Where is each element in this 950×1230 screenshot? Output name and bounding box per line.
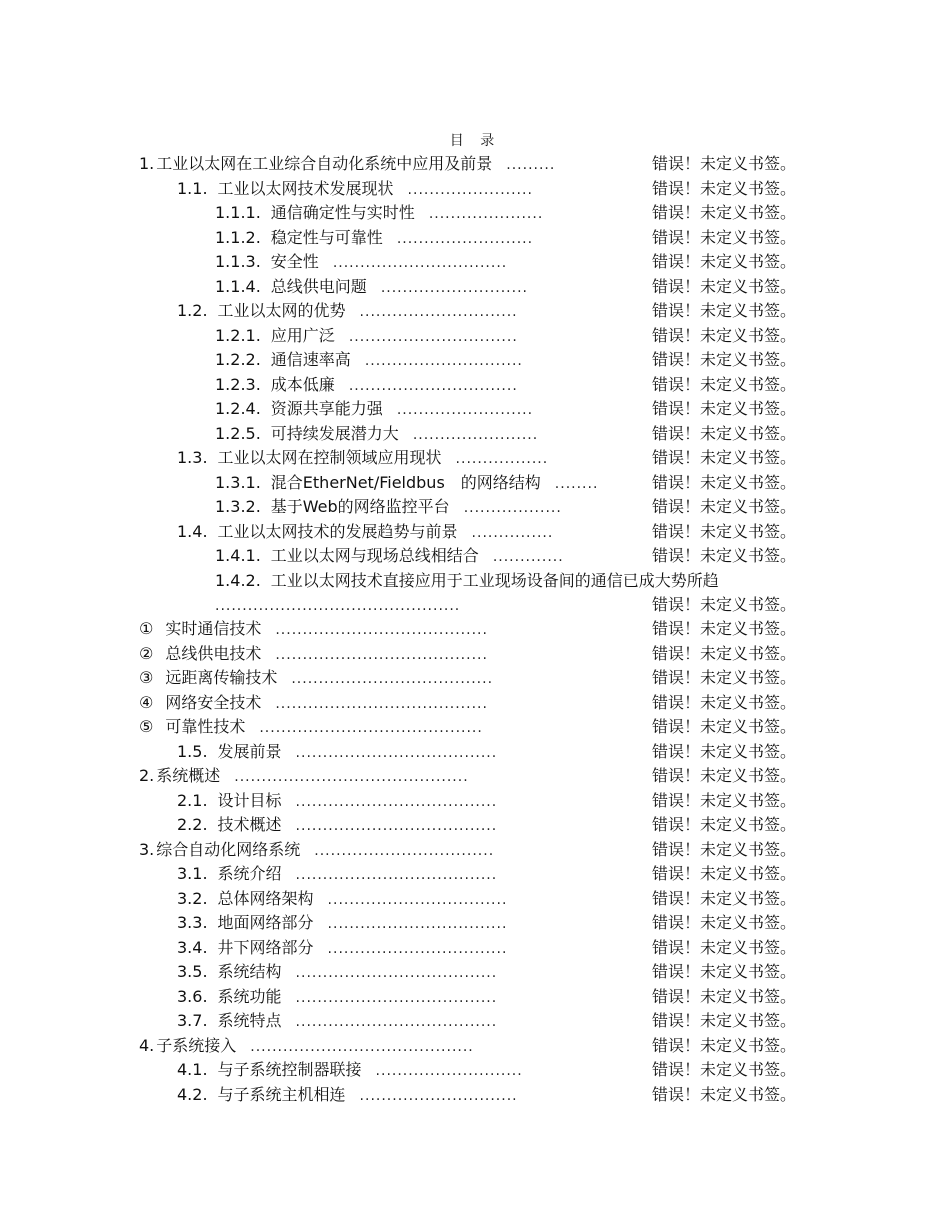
toc-dot-leader: ..................................... xyxy=(295,818,498,834)
toc-entry-title: 系统介绍 xyxy=(217,864,282,883)
toc-entry-number: 1.4.2. xyxy=(215,570,261,590)
toc-entry[interactable] xyxy=(0,250,950,275)
toc-entry[interactable] xyxy=(0,422,950,447)
toc-entry-title: 基于Web的网络监控平台 xyxy=(270,497,450,516)
toc-entry-title: 地面网络部分 xyxy=(217,913,314,932)
toc-entry[interactable] xyxy=(0,373,950,398)
toc-entry-number: 1.1.4. xyxy=(215,276,261,296)
toc-entry-title: 可持续发展潜力大 xyxy=(270,423,399,443)
toc-page-reference: 错误！未定义书签。 xyxy=(652,595,797,614)
toc-entry[interactable] xyxy=(0,1009,950,1034)
toc-entry[interactable] xyxy=(0,471,950,496)
toc-entry[interactable] xyxy=(0,691,950,716)
toc-entry-title: 远距离传输技术 xyxy=(165,668,278,687)
toc-page-reference: 错误！未定义书签。 xyxy=(652,301,797,320)
toc-entry[interactable] xyxy=(0,177,950,202)
toc-page-reference: 错误！未定义书签。 xyxy=(652,546,797,565)
toc-dot-leader: ........................... xyxy=(375,1063,523,1079)
toc-entry-title: 系统特点 xyxy=(217,1011,282,1030)
toc-entry-title: 综合自动化网络系统 xyxy=(156,839,301,859)
toc-dot-leader: ................................ xyxy=(332,255,508,271)
toc-page-reference: 错误！未定义书签。 xyxy=(652,497,797,516)
toc-dot-leader: ......................... xyxy=(396,230,534,247)
toc-entry-number: 3.7. xyxy=(177,1011,208,1030)
toc-entry[interactable] xyxy=(0,544,950,569)
toc-entry-number: 1.2.3. xyxy=(215,374,261,394)
toc-entry-title: 总线供电技术 xyxy=(165,643,262,663)
toc-entry-title: 工业以太网的优势 xyxy=(217,301,346,320)
toc-entry-number: ③ xyxy=(139,668,154,687)
toc-entry-number: 1.1. xyxy=(177,178,208,198)
toc-entry-title: 通信速率高 xyxy=(270,350,351,369)
toc-entry-number: 1.4.1. xyxy=(215,546,261,565)
toc-entry-number: 1.2.5. xyxy=(215,423,261,443)
toc-entry-title: 工业以太网技术直接应用于工业现场设备间的通信已成大势所趋 xyxy=(270,570,719,590)
toc-entry-number: 1.2.2. xyxy=(215,350,261,369)
toc-entry-number: 4.2. xyxy=(177,1084,208,1104)
toc-page-reference: 错误！未定义书签。 xyxy=(652,766,797,785)
toc-entry[interactable] xyxy=(0,960,950,985)
toc-entry-number: 1.5. xyxy=(177,741,208,761)
toc-entry[interactable] xyxy=(0,764,950,789)
toc-entry-number: 1.1.2. xyxy=(215,227,261,247)
toc-entry[interactable] xyxy=(0,813,950,838)
toc-dot-leader: ............................... xyxy=(348,328,518,345)
toc-entry[interactable] xyxy=(0,985,950,1010)
toc-entry-number: 3.6. xyxy=(177,986,208,1006)
toc-page-reference: 错误！未定义书签。 xyxy=(652,741,797,761)
toc-dot-leader: ................................. xyxy=(327,891,508,908)
toc-entry-number: ④ xyxy=(139,692,154,712)
toc-entry[interactable] xyxy=(0,569,950,594)
toc-entry-title: 工业以太网在控制领域应用现状 xyxy=(217,448,442,467)
toc-entry[interactable] xyxy=(0,275,950,300)
toc-entry-title: 总体网络架构 xyxy=(217,888,314,908)
toc-entry-title: 工业以太网技术的发展趋势与前景 xyxy=(217,521,458,541)
toc-entry[interactable] xyxy=(0,397,950,422)
toc-dot-leader: ..................................... xyxy=(295,1014,498,1030)
toc-entry[interactable] xyxy=(0,348,950,373)
toc-dot-leader: ....................................... xyxy=(275,695,488,712)
toc-entry-title: 可靠性技术 xyxy=(165,717,246,736)
toc-entry[interactable] xyxy=(0,838,950,863)
toc-dot-leader: ............................... xyxy=(348,377,518,394)
toc-dot-leader: ....................................... xyxy=(275,622,488,638)
toc-dot-leader: ............... xyxy=(471,524,554,541)
toc-entry-number: 1.2.4. xyxy=(215,399,261,418)
toc-dot-leader: ..................................... xyxy=(295,965,498,981)
toc-page-reference: 错误！未定义书签。 xyxy=(652,154,797,173)
toc-entry[interactable] xyxy=(0,715,950,740)
toc-entry-number: 2. xyxy=(139,766,155,785)
toc-entry[interactable] xyxy=(0,201,950,226)
toc-entry-number: 4. xyxy=(139,1035,155,1055)
toc-page-reference: 错误！未定义书签。 xyxy=(652,178,797,198)
toc-dot-leader: ............................................. xyxy=(215,598,461,614)
toc-dot-leader: ................................. xyxy=(314,842,495,859)
toc-entry-title: 发展前景 xyxy=(217,741,282,761)
toc-entry-number: 3.3. xyxy=(177,913,208,932)
toc-page-reference: 错误！未定义书签。 xyxy=(652,350,797,369)
toc-entry-title: 资源共享能力强 xyxy=(270,399,383,418)
toc-entry[interactable] xyxy=(0,299,950,324)
toc-entry-number: 1. xyxy=(139,154,155,173)
toc-page-reference: 错误！未定义书签。 xyxy=(652,227,797,247)
toc-dot-leader: ........................................... xyxy=(234,769,469,785)
toc-dot-leader: ......................................... xyxy=(259,720,483,736)
toc-page-reference: 错误！未定义书签。 xyxy=(652,1084,797,1104)
toc-entry-title: 工业以太网在工业综合自动化系统中应用及前景 xyxy=(156,154,493,173)
toc-entry[interactable] xyxy=(0,520,950,545)
toc-entry-title: 子系统接入 xyxy=(156,1035,237,1055)
toc-dot-leader: ....................... xyxy=(407,181,533,198)
toc-entry[interactable] xyxy=(0,617,950,642)
toc-dot-leader: ....................................... xyxy=(275,646,488,663)
toc-page-reference: 错误！未定义书签。 xyxy=(652,1011,797,1030)
toc-page-reference: 错误！未定义书签。 xyxy=(652,521,797,541)
toc-dot-leader: ................................. xyxy=(327,940,508,957)
toc-dot-leader: ......................... xyxy=(396,402,534,418)
toc-entry-number: 1.1.3. xyxy=(215,252,261,271)
toc-entry[interactable] xyxy=(0,324,950,349)
toc-dot-leader: ....................... xyxy=(412,426,539,443)
toc-entry-number: 1.3.1. xyxy=(215,472,261,492)
toc-dot-leader: ..................................... xyxy=(295,744,498,761)
toc-entry-title: 设计目标 xyxy=(217,790,282,810)
toc-entry-number: 3.1. xyxy=(177,864,208,883)
toc-dot-leader: ........ xyxy=(554,475,599,492)
toc-entry-number: 1.3. xyxy=(177,448,208,467)
toc-entry-title: 实时通信技术 xyxy=(165,619,262,638)
toc-entry[interactable] xyxy=(0,911,950,936)
toc-entry-number: 1.1.1. xyxy=(215,203,261,222)
toc-entry-title: 工业以太网技术发展现状 xyxy=(217,178,394,198)
toc-page-reference: 错误！未定义书签。 xyxy=(652,962,797,981)
toc-page-reference: 错误！未定义书签。 xyxy=(652,619,797,638)
toc-entry-number: 1.2.1. xyxy=(215,325,261,345)
toc-page-reference: 错误！未定义书签。 xyxy=(652,374,797,394)
toc-page-reference: 错误！未定义书签。 xyxy=(652,399,797,418)
toc-dot-leader: ................................. xyxy=(327,916,508,932)
toc-entry-number: 3.5. xyxy=(177,962,208,981)
toc-dot-leader: ..................... xyxy=(428,206,544,222)
toc-entry[interactable] xyxy=(0,642,950,667)
toc-entry[interactable] xyxy=(0,789,950,814)
toc-entry-number: 1.4. xyxy=(177,521,208,541)
toc-page-reference: 错误！未定义书签。 xyxy=(652,692,797,712)
toc-entry-title: 系统结构 xyxy=(217,962,282,981)
toc-page-reference: 错误！未定义书签。 xyxy=(652,448,797,467)
toc-entry-title: 混合EtherNet/Fieldbus 的网络结构 xyxy=(270,472,541,492)
toc-entry[interactable] xyxy=(0,446,950,471)
toc-dot-leader: ..................................... xyxy=(291,671,494,687)
toc-page-reference: 错误！未定义书签。 xyxy=(652,325,797,345)
toc-entry-title: 安全性 xyxy=(270,252,319,271)
toc-page-reference: 错误！未定义书签。 xyxy=(652,203,797,222)
toc-page-reference: 错误！未定义书签。 xyxy=(652,986,797,1006)
toc-entry-number: ② xyxy=(139,643,154,663)
toc-entry[interactable] xyxy=(0,495,950,520)
toc-entry-title: 工业以太网与现场总线相结合 xyxy=(270,546,479,565)
toc-entry-number: 2.1. xyxy=(177,790,208,810)
toc-entry-title: 总线供电问题 xyxy=(270,276,367,296)
toc-entry-title: 技术概述 xyxy=(217,815,282,834)
toc-entry-number: 4.1. xyxy=(177,1060,208,1079)
toc-dot-leader: ............................. xyxy=(359,304,518,320)
toc-entry-title: 成本低廉 xyxy=(270,374,335,394)
toc-entry-title: 系统功能 xyxy=(217,986,282,1006)
toc-page-reference: 错误！未定义书签。 xyxy=(652,717,797,736)
toc-entry[interactable] xyxy=(0,1034,950,1059)
toc-dot-leader: ......... xyxy=(506,157,556,173)
toc-entry[interactable] xyxy=(0,1058,950,1083)
toc-dot-leader: ..................................... xyxy=(295,867,498,883)
toc-entry[interactable] xyxy=(0,936,950,961)
toc-page-reference: 错误！未定义书签。 xyxy=(652,472,797,492)
toc-entry-number: 3.4. xyxy=(177,937,208,957)
toc-entry-title: 与子系统控制器联接 xyxy=(217,1060,362,1079)
toc-entry-number: ① xyxy=(139,619,154,638)
toc-page-reference: 错误！未定义书签。 xyxy=(652,790,797,810)
toc-page-reference: 错误！未定义书签。 xyxy=(652,1035,797,1055)
toc-dot-leader: ..................................... xyxy=(295,793,498,810)
toc-page-reference: 错误！未定义书签。 xyxy=(652,423,797,443)
toc-entry[interactable] xyxy=(0,593,950,617)
toc-entry-title: 应用广泛 xyxy=(270,325,335,345)
toc-entry-title: 稳定性与可靠性 xyxy=(270,227,383,247)
toc-page-reference: 错误！未定义书签。 xyxy=(652,888,797,908)
toc-page-reference: 错误！未定义书签。 xyxy=(652,815,797,834)
toc-entry[interactable] xyxy=(0,226,950,251)
toc-page-reference: 错误！未定义书签。 xyxy=(652,913,797,932)
toc-dot-leader: .................. xyxy=(463,500,562,516)
table-of-contents xyxy=(0,152,950,1107)
toc-page-reference: 错误！未定义书签。 xyxy=(652,839,797,859)
toc-dot-leader: ..................................... xyxy=(295,989,498,1006)
toc-entry[interactable] xyxy=(0,887,950,912)
toc-entry-number: 1.2. xyxy=(177,301,208,320)
toc-entry[interactable] xyxy=(0,666,950,691)
toc-entry-number: 1.3.2. xyxy=(215,497,261,516)
toc-entry-title: 通信确定性与实时性 xyxy=(270,203,415,222)
toc-dot-leader: ............. xyxy=(492,549,564,565)
toc-page-reference: 错误！未定义书签。 xyxy=(652,643,797,663)
toc-entry-number: 3.2. xyxy=(177,888,208,908)
toc-entry-number: 2.2. xyxy=(177,815,208,834)
toc-dot-leader: ........................... xyxy=(380,279,528,296)
toc-entry-title: 网络安全技术 xyxy=(165,692,262,712)
toc-entry[interactable] xyxy=(0,1083,950,1108)
toc-dot-leader: ................. xyxy=(455,451,549,467)
toc-dot-leader: ............................. xyxy=(359,1087,518,1104)
toc-entry-number: ⑤ xyxy=(139,717,154,736)
toc-page-reference: 错误！未定义书签。 xyxy=(652,668,797,687)
toc-page-reference: 错误！未定义书签。 xyxy=(652,252,797,271)
toc-entry-title: 与子系统主机相连 xyxy=(217,1084,346,1104)
toc-page-reference: 错误！未定义书签。 xyxy=(652,276,797,296)
toc-page-reference: 错误！未定义书签。 xyxy=(652,937,797,957)
toc-dot-leader: ............................. xyxy=(364,353,523,369)
toc-title: 目 录 xyxy=(449,133,501,149)
toc-page-reference: 错误！未定义书签。 xyxy=(652,864,797,883)
toc-page-reference: 错误！未定义书签。 xyxy=(652,1060,797,1079)
toc-entry[interactable] xyxy=(0,152,950,177)
toc-dot-leader: ......................................... xyxy=(250,1038,474,1055)
toc-entry-number: 3. xyxy=(139,839,155,859)
toc-entry-title: 井下网络部分 xyxy=(217,937,314,957)
toc-entry[interactable] xyxy=(0,740,950,765)
toc-entry[interactable] xyxy=(0,862,950,887)
toc-entry-title: 系统概述 xyxy=(156,766,221,785)
